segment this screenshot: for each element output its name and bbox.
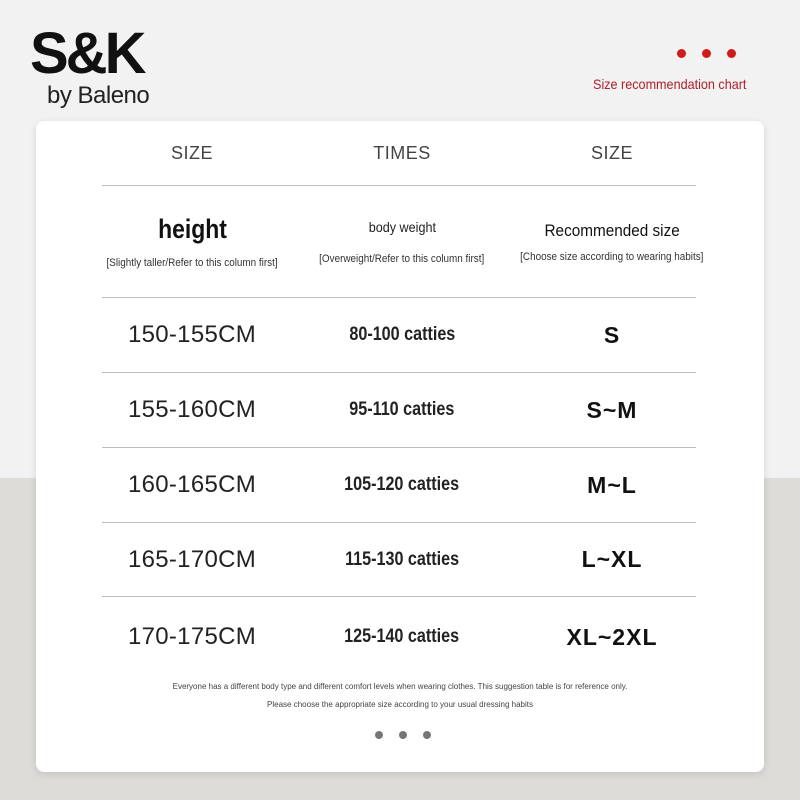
table-header-row xyxy=(102,121,696,186)
dot-icon xyxy=(375,731,383,739)
table-row xyxy=(102,298,696,373)
dot-icon xyxy=(423,731,431,739)
table-subheader-row xyxy=(102,186,704,298)
decorative-dots-red xyxy=(677,49,736,58)
dot-icon xyxy=(727,49,736,58)
subheader-size-label: Recommended size xyxy=(544,220,680,240)
table-row xyxy=(102,373,696,448)
subheader-size xyxy=(512,186,712,297)
column-header-size: SIZE xyxy=(170,142,213,163)
size-value: S~M xyxy=(586,396,638,423)
decorative-dots-grey xyxy=(375,731,431,739)
weight-value: 115-130 catties xyxy=(344,548,460,570)
dot-icon xyxy=(399,731,407,739)
size-value: M~L xyxy=(587,471,637,498)
weight-value: 95-110 catties xyxy=(349,399,455,420)
size-value: S xyxy=(603,321,621,348)
weight-value: 125-140 catties xyxy=(344,626,460,647)
subheader-size-note: [Choose size according to wearing habits] xyxy=(520,250,704,263)
table-row xyxy=(102,597,696,677)
dot-icon xyxy=(677,49,686,58)
subheader-weight xyxy=(302,186,502,297)
weight-value: 80-100 catties xyxy=(349,324,455,345)
footnote-line-2: Please choose the appropriate size according to your usual dressing habits xyxy=(267,700,533,709)
size-value: XL~2XL xyxy=(566,623,658,650)
subheader-height-label: height xyxy=(157,214,227,244)
logo-sub-text: by Baleno xyxy=(47,82,150,109)
column-header-times: TIMES xyxy=(373,142,431,163)
table-row xyxy=(102,448,696,523)
height-value: 150-155CM xyxy=(127,321,257,348)
table-row xyxy=(102,523,696,597)
height-value: 155-160CM xyxy=(127,396,257,423)
height-value: 170-175CM xyxy=(127,623,257,650)
height-value: 165-170CM xyxy=(127,545,257,573)
size-chart-card xyxy=(36,121,764,772)
subheader-height-note: [Slightly taller/Refer to this column first] xyxy=(106,257,278,269)
height-value: 160-165CM xyxy=(127,471,257,498)
logo-main-text: S&K xyxy=(30,21,144,86)
chart-label: Size recommendation chart xyxy=(592,76,746,92)
subheader-height xyxy=(102,186,282,297)
column-header-size-2: SIZE xyxy=(590,142,633,163)
dot-icon xyxy=(702,49,711,58)
subheader-weight-note: [Overweight/Refer to this column first] xyxy=(319,252,485,265)
size-value: L~XL xyxy=(581,546,643,572)
brand-logo xyxy=(30,21,150,110)
weight-value: 105-120 catties xyxy=(344,474,460,495)
size-table xyxy=(102,121,704,677)
subheader-weight-label: body weight xyxy=(368,218,436,235)
footnote-line-1: Everyone has a different body type and different comfort levels when wearing clothes. This suggestion table is for reference only. xyxy=(172,682,628,691)
